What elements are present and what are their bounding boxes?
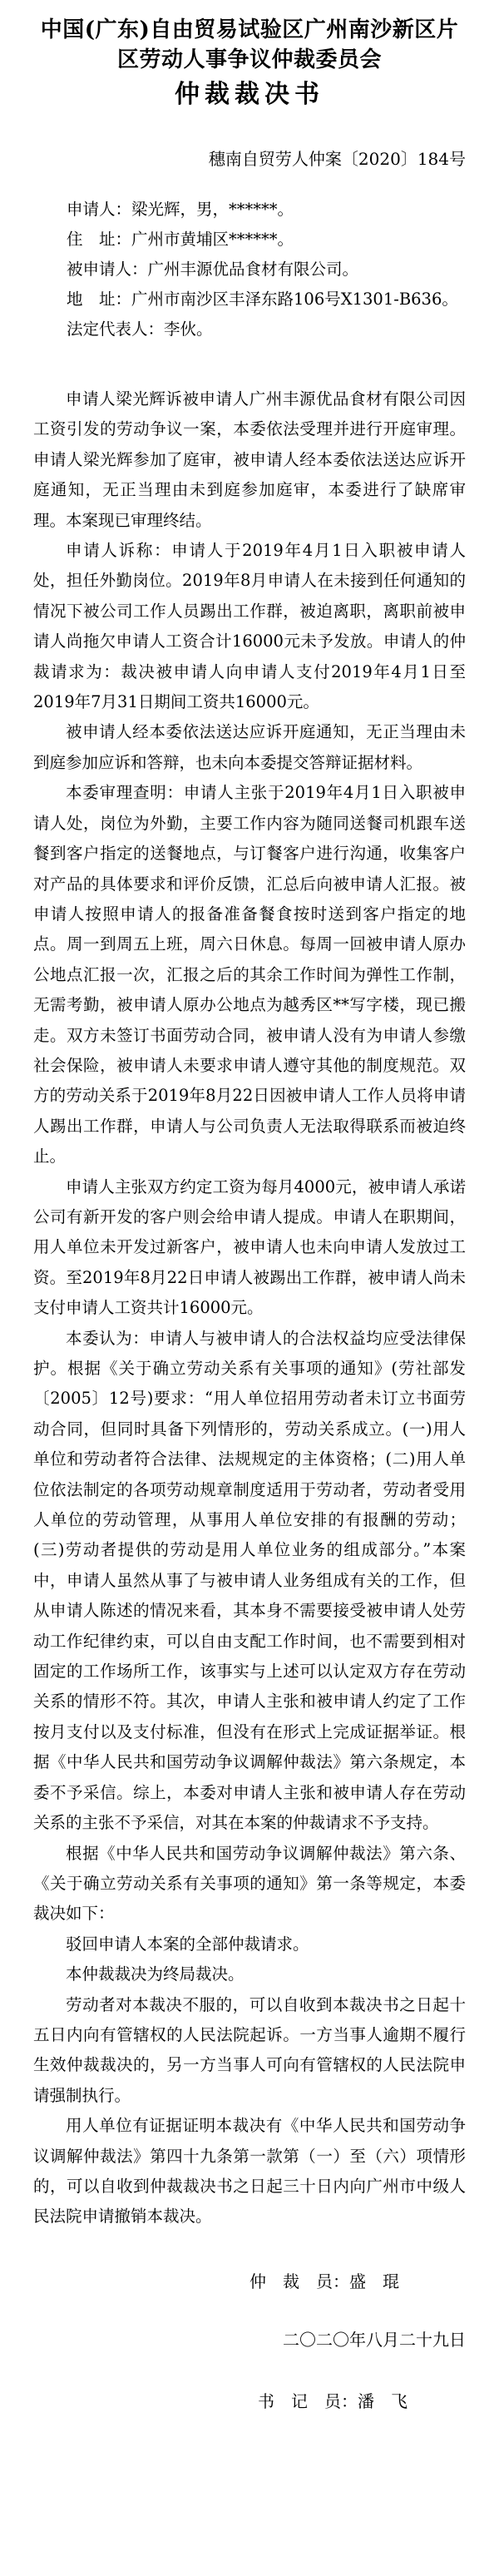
applicant-address: 住 址：广州市黄埔区******。: [67, 230, 294, 249]
award-date: 二〇二〇年八月二十九日: [283, 2329, 466, 2350]
applicant: 申请人：梁光辉，男，******。: [67, 200, 294, 219]
respondent: 被申请人：广州丰源优品食材有限公司。: [67, 260, 359, 279]
award-body: [33, 384, 466, 2232]
wage-claim-facts: 申请人主张双方约定工资为每月4000元，被申请人承诺公司有新开发的客户则会给申请人提成。申请人在职期间，用人单位未开发过新客户，被申请人也未向申请人发放过工资。至2019年8月22日申请人被踢出工作群，被申请人尚未支付申请人工资共计16000元。: [33, 1177, 466, 1318]
committee-opinion: 本委认为：申请人与被申请人的合法权益均应受法律保护。根据《关于确立劳动关系有关事项的通知》(劳社部发〔2005〕12号)要求：“用人单位招用劳动者未订立书面劳动合同，但同时具备下列情形的，劳动关系成立。(一)用人单位和劳动者符合法律、法规规定的主体资格；(二)用人单位依法制定的各项劳动规章制度适用于劳动者，劳动者受用人单位的劳动管理，从事用人单位安排的有报酬的劳动；(三)劳动者提供的劳动是用人单位业务的组成部分。”本案中，申请人虽然从事了与被申请人业务组成有关的工作，但从申请人陈述的情况来看，其本身不需要接受被申请人处劳动工作纪律约束，可以自由支配工作时间，也不需要到相对固定的工作场所工作，该事实与上述可以认定双方存在劳动关系的情形不符。其次，申请人主张和被申请人约定了工作按月支付以及支付标准，但没有在形式上完成证据举证。根据《中华人民共和国劳动争议调解仲裁法》第六条规定，本委不予采信。综上，本委对申请人主张和被申请人存在劳动关系的主张不予采信，对其在本案的仲裁请求不予支持。: [33, 1328, 466, 1833]
final-ruling-note: 本仲裁裁决为终局裁决。: [66, 1964, 245, 1984]
respondent-absence: 被申请人经本委依法送达应诉开庭通知，无正当理由未到庭参加应诉和答辩，也未向本委提交答辩证据材料。: [33, 722, 466, 772]
revocation-notice-employer: 用人单位有证据证明本裁决有《中华人民共和国劳动争议调解仲裁法》第四十九条第一款第（一）至（六）项情形的，可以自收到仲裁裁决书之日起三十日内向广州市中级人民法院申请撤销本裁决。: [33, 2116, 466, 2227]
case-intro: 申请人梁光辉诉被申请人广州丰源优品食材有限公司因工资引发的劳动争议一案，本委依法受理并进行开庭审理。申请人梁光辉参加了庭审，被申请人经本委依法送达应诉开庭通知，无正当理由未到庭参加庭审，本委进行了缺席审理。本案现已审理终结。: [33, 389, 466, 530]
arbitrator-signature: 仲 裁 员：盛 琨: [250, 2271, 399, 2291]
clerk-signature: 书 记 员：潘 飞: [258, 2390, 408, 2411]
party-info: [33, 195, 466, 344]
case-number: 穗南自贸劳人仲案〔2020〕184号: [208, 149, 466, 169]
legal-representative: 法定代表人：李伙。: [67, 320, 213, 339]
award-document: [33, 0, 466, 2414]
facts-found: 本委审理查明：申请人主张于2019年4月1日入职被申请人处，岗位为外勤，主要工作内容为随同送餐司机跟车送餐到客户指定的送餐地点，与订餐客户进行沟通，收集客户对产品的具体要求和评价反馈，汇总后向被申请人汇报。被申请人按照申请人的报备准备餐食按时送到客户指定的地点。周一到周五上班，周六日休息。每周一回被申请人原办公地点汇报一次，汇报之后的其余工作时间为弹性工作制，无需考勤，被申请人原办公地点为越秀区**写字楼，现已搬走。双方未签订书面劳动合同，被申请人没有为申请人参缴社会保险，被申请人未要求申请人遵守其他的制度规范。双方的劳动关系于2019年8月22日因被申请人工作人员将申请人踢出工作群，申请人与公司负责人无法取得联系而被迫终止。: [33, 783, 466, 1167]
appeal-notice-worker: 劳动者对本裁决不服的，可以自收到本裁决书之日起十五日内向有管辖权的人民法院起诉。一方当事人逾期不履行生效仲裁裁决的，另一方当事人可向有管辖权的人民法院申请强制执行。: [33, 1994, 466, 2105]
committee-title-line2: 区劳动人事争议仲裁委员会: [116, 47, 382, 72]
document-title: 仲裁裁决书: [175, 80, 324, 109]
committee-title-line1: 中国(广东)自由贸易试验区广州南沙新区片: [40, 17, 459, 42]
ruling-item: 驳回申请人本案的全部仲裁请求。: [66, 1934, 309, 1954]
legal-basis: 根据《中华人民共和国劳动争议调解仲裁法》第六条、《关于确立劳动关系有关事项的通知》第一条等规定，本委裁决如下：: [33, 1843, 466, 1924]
applicant-claim: 申请人诉称：申请人于2019年4月1日入职被申请人处，担任外勤岗位。2019年8月申请人在未接到任何通知的情况下被公司工作人员踢出工作群，被迫离职，离职前被申请人尚拖欠申请人工资合计16000元未予发放。申请人的仲裁请求为：裁决被申请人向申请人支付2019年4月1日至2019年7月31日期间工资共16000元。: [33, 541, 466, 712]
respondent-address: 地 址：广州市南沙区丰泽东路106号X1301-B636。: [67, 290, 458, 309]
